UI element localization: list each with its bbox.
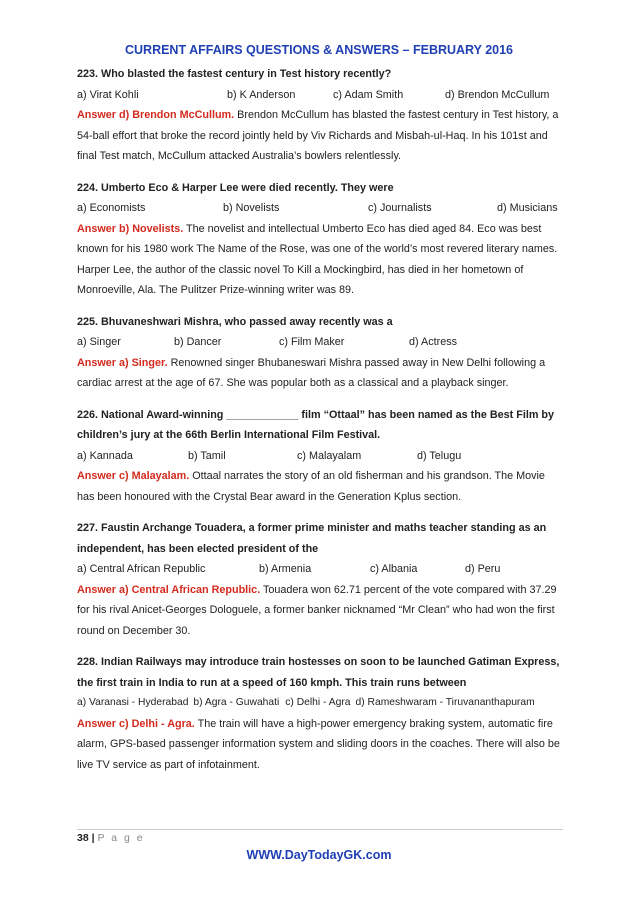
option-c: c) Film Maker: [279, 336, 345, 348]
question-title: 223. Who blasted the fastest century in Test history recently?: [77, 68, 392, 80]
answer-label: Answer c) Malayalam.: [77, 470, 190, 482]
question-block: [77, 518, 563, 641]
answer-paragraph: [77, 105, 563, 167]
answer-paragraph: [77, 714, 563, 776]
options-row: [77, 332, 563, 353]
answer-explanation: The train will have a high-power emergency braking system, automatic fire alarm, GPS-based passenger information system and sliding doors in the coaches. There will also be live TV service as part of infotainment.: [77, 717, 560, 771]
options-row: [77, 693, 563, 714]
page-number: [77, 832, 145, 844]
answer-paragraph: [77, 580, 563, 642]
option-b: b) Dancer: [174, 336, 222, 348]
question-title: 226. National Award-winning ____________ film “Ottaal” has been named as the Best Film by children’s jury at the 66th Berlin International Film Festival.: [77, 408, 555, 441]
option-d: d) Rameshwaram - Tiruvananthapuram: [355, 697, 535, 708]
option-d: d) Peru: [465, 563, 501, 575]
option-b: b) Agra - Guwahati: [193, 697, 280, 708]
option-c: c) Malayalam: [297, 449, 362, 462]
option-c: c) Journalists: [368, 202, 432, 214]
page-title: CURRENT AFFAIRS QUESTIONS & ANSWERS – FEBRUARY 2016: [124, 43, 514, 57]
option-d: d) Musicians: [497, 202, 558, 214]
question-title: 228. Indian Railways may introduce train hostesses on soon to be launched Gatiman Express, the first train in India to run at a speed of 160 kmph. This train runs between: [77, 656, 560, 689]
option-d: d) Actress: [409, 336, 458, 348]
page-word: P a g e: [97, 832, 145, 844]
questions-list: [77, 64, 563, 786]
answer-label: Answer d) Brendon McCullum.: [77, 109, 235, 121]
answer-paragraph: [77, 353, 563, 394]
options-row: [77, 198, 563, 219]
answer-explanation: Ottaal narrates the story of an old fisherman and his grandson. The Movie has been honoured with the Crystal Bear award in the Generation Kplus section.: [77, 470, 545, 503]
option-b: b) Tamil: [188, 449, 226, 462]
answer-explanation: The novelist and intellectual Umberto Eco has died aged 84. Eco was best known for his 1980 work The Name of the Rose, was one of the world’s most revered literary names. Harper Lee, the author of the classic novel To Kill a Mockingbird, has died in her hometown of Monroeville, Ala. The Pulitzer Prize-winning writer was 89.: [77, 222, 558, 296]
page-number-value: 38: [77, 832, 89, 844]
answer-label: Answer c) Delhi - Agra.: [77, 717, 195, 730]
option-b: b) Novelists: [223, 202, 280, 214]
option-a: a) Economists: [77, 202, 146, 214]
question-block: [77, 405, 563, 508]
option-a: a) Varanasi - Hyderabad: [77, 697, 189, 708]
option-a: a) Singer: [77, 336, 121, 348]
question-block: [77, 312, 563, 394]
option-c: c) Albania: [370, 563, 418, 575]
answer-paragraph: [77, 466, 563, 507]
option-d: d) Telugu: [417, 449, 462, 462]
options-row: [77, 559, 563, 580]
question-block: [77, 652, 563, 775]
option-a: a) Kannada: [77, 449, 133, 462]
question-title: 225. Bhuvaneshwari Mishra, who passed away recently was a: [77, 315, 393, 328]
answer-label: Answer b) Novelists.: [77, 222, 184, 235]
option-b: b) K Anderson: [227, 88, 296, 101]
answer-label: Answer a) Singer.: [77, 356, 168, 369]
options-row: [77, 446, 563, 467]
options-row: [77, 85, 563, 106]
answer-label: Answer a) Central African Republic.: [77, 583, 261, 596]
website-link[interactable]: WWW.DayTodayGK.com: [246, 848, 392, 862]
question-block: [77, 178, 563, 301]
option-c: c) Adam Smith: [333, 88, 404, 101]
answer-paragraph: [77, 219, 563, 301]
option-d: d) Brendon McCullum: [445, 88, 550, 101]
option-a: a) Virat Kohli: [77, 88, 139, 101]
question-title: 224. Umberto Eco & Harper Lee were died recently. They were: [77, 181, 394, 194]
page-separator: |: [91, 832, 95, 844]
question-title: 227. Faustin Archange Touadera, a former prime minister and maths teacher standing as an independent, has been elected president of the: [77, 522, 547, 555]
footer-divider: [77, 829, 563, 830]
option-a: a) Central African Republic: [77, 563, 206, 575]
answer-explanation: Brendon McCullum has blasted the fastest century in Test history, a 54-ball effort that broke the record jointly held by Viv Richards and Misbah-ul-Haq. In his 101st and final Test match, McCullum attacked Australia’s bowlers relentlessly.: [77, 109, 559, 162]
answer-explanation: Touadera won 62.71 percent of the vote compared with 37.29 for his rival Anicet-Georges Dologuele, a former banker nicknamed “Mr Clean” who had won the first round on December 30.: [77, 583, 557, 637]
question-block: [77, 64, 563, 167]
option-b: b) Armenia: [259, 563, 312, 575]
option-c: c) Delhi - Agra: [285, 697, 351, 708]
answer-explanation: Renowned singer Bhubaneswari Mishra passed away in New Delhi following a cardiac arrest at the age of 67. She was popular both as a classical and a playback singer.: [77, 356, 546, 389]
